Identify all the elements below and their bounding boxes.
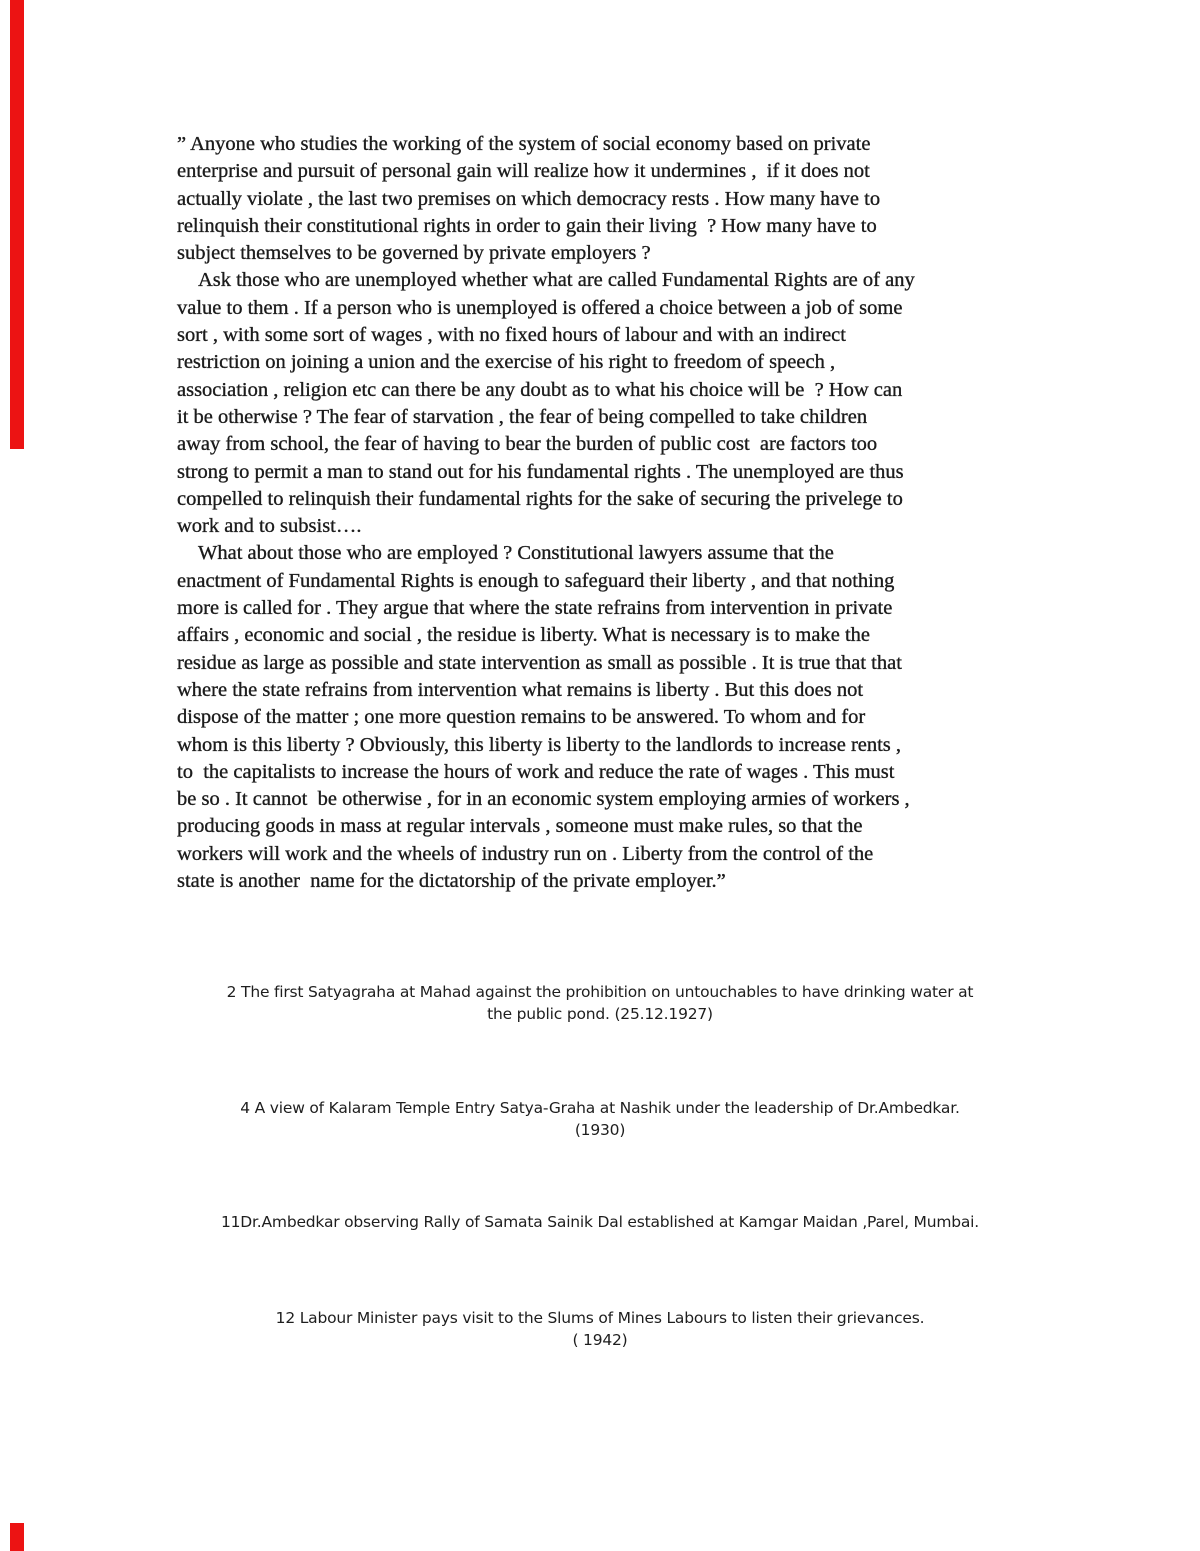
text-line: work and to subsist…. [177,515,362,538]
caption-line: 11Dr.Ambedkar observing Rally of Samata Sainik Dal established at Kamgar Maidan ,Parel, Mumbai. [220,1213,980,1231]
text-line: whom is this liberty ? Obviously, this liberty is liberty to the landlords to increase rents , [177,733,902,756]
text-line: enactment of Fundamental Rights is enough to safeguard their liberty , and that nothing [177,569,895,592]
photo-caption [0,981,1200,1025]
red-margin-mark-bottom [10,1523,24,1551]
text-line: What about those who are employed ? Constitutional lawyers assume that the [198,542,834,565]
caption-line: 12 Labour Minister pays visit to the Slums of Mines Labours to listen their grievances. [275,1309,925,1327]
photo-caption [0,1097,1200,1141]
caption-line: (1930) [574,1121,626,1139]
text-line: enterprise and pursuit of personal gain will realize how it undermines , if it does not [177,160,870,183]
text-line: workers will work and the wheels of industry run on . Liberty from the control of the [177,842,874,865]
text-line: where the state refrains from intervention what remains is liberty . But this does not [177,678,864,701]
caption-line: ( 1942) [572,1331,628,1349]
text-line: actually violate , the last two premises on which democracy rests . How many have to [177,187,881,210]
text-line: restriction on joining a union and the exercise of his right to freedom of speech , [177,351,836,374]
text-line: ” Anyone who studies the working of the system of social economy based on private [177,133,871,155]
text-line: dispose of the matter ; one more question remains to be answered. To whom and for [177,706,866,729]
text-line: sort , with some sort of wages , with no fixed hours of labour and with an indirect [177,324,846,347]
text-line: be so . It cannot be otherwise , for in an economic system employing armies of workers , [177,788,910,811]
text-line: it be otherwise ? The fear of starvation , the fear of being compelled to take children [177,405,868,428]
photo-caption [0,1307,1200,1351]
text-line: away from school, the fear of having to bear the burden of public cost are factors too [177,433,878,456]
text-line: producing goods in mass at regular intervals , someone must make rules, so that the [177,815,863,838]
caption-line: 2 The first Satyagraha at Mahad against the prohibition on untouchables to have drinking water at [226,983,974,1001]
caption-line: 4 A view of Kalaram Temple Entry Satya-Graha at Nashik under the leadership of Dr.Ambedkar. [240,1099,960,1117]
text-line: Ask those who are unemployed whether what are called Fundamental Rights are of any [198,269,915,292]
text-line: affairs , economic and social , the residue is liberty. What is necessary is to make the [177,624,870,647]
text-line: compelled to relinquish their fundamental rights for the sake of securing the privelege to [177,487,903,510]
text-line: relinquish their constitutional rights in order to gain their living ? How many have to [177,214,877,237]
text-line: value to them . If a person who is unemployed is offered a choice between a job of some [177,296,903,319]
caption-line: the public pond. (25.12.1927) [487,1005,713,1023]
text-line: to the capitalists to increase the hours of work and reduce the rate of wages . This must [177,760,895,783]
text-line: residue as large as possible and state intervention as small as possible . It is true that that [177,651,902,674]
text-line: strong to permit a man to stand out for his fundamental rights . The unemployed are thus [177,460,904,483]
photo-caption [0,1211,1200,1233]
text-line: association , religion etc can there be any doubt as to what his choice will be ? How can [177,378,903,401]
text-line: subject themselves to be governed by private employers ? [177,242,651,265]
text-line: state is another name for the dictatorship of the private employer.” [177,870,726,893]
text-line: more is called for . They argue that where the state refrains from intervention in private [177,597,893,620]
